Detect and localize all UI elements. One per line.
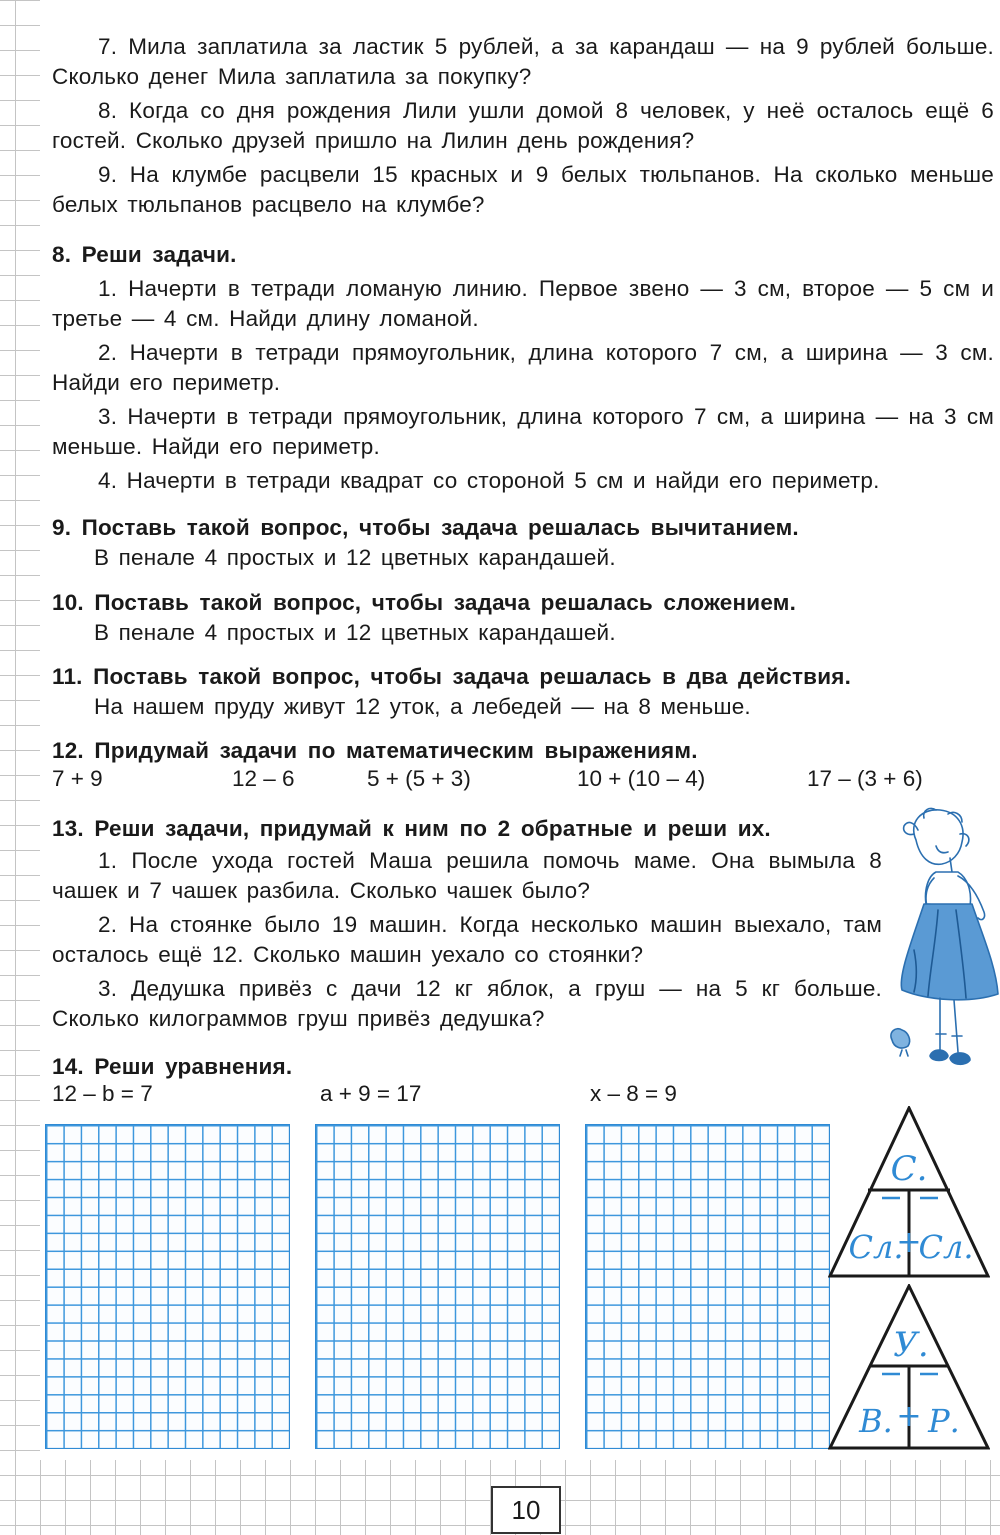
problem-9: 9. На клумбе расцвели 15 красных и 9 белых тюльпанов. На сколько меньше белых тюльпанов расцвело на клумбе?	[52, 162, 994, 217]
expression: 12 – 6	[232, 766, 295, 791]
task-8-problem-4: 4. Начерти в тетради квадрат со стороной 5 см и найди его периметр.	[98, 468, 880, 493]
task-8	[52, 240, 994, 496]
task-8-problem-3: 3. Начерти в тетради прямоугольник, длина которого 7 см, а ширина — на 3 см меньше. Найди его периметр.	[52, 404, 994, 459]
answer-grid-3[interactable]	[585, 1124, 830, 1449]
task-13-problem-2: 2. На стоянке было 19 машин. Когда несколько машин выехало, там осталось ещё 12. Сколько машин уехало со стоянки?	[52, 912, 882, 967]
task-13-heading: 13. Реши задачи, придумай к ним по 2 обратные и реши их.	[52, 816, 771, 841]
answer-grid-1[interactable]	[45, 1124, 290, 1449]
task-13-problem-1: 1. После ухода гостей Маша решила помочь маме. Она вымыла 8 чашек и 7 чашек разбила. Сколько чашек было?	[52, 848, 882, 903]
task-11-text: На нашем пруду живут 12 уток, а лебедей — на 8 меньше.	[94, 694, 751, 719]
equation: x – 8 = 9	[590, 1081, 677, 1106]
expression: 7 + 9	[52, 766, 103, 791]
expression: 17 – (3 + 6)	[807, 766, 923, 791]
task-9-heading: 9. Поставь такой вопрос, чтобы задача решалась вычитанием.	[52, 515, 799, 540]
task-13-problem-3: 3. Дедушка привёз с дачи 12 кг яблок, а груш — на 5 кг больше. Сколько килограммов груш привёз дедушка?	[52, 976, 882, 1031]
plus-sign: +	[896, 1225, 922, 1260]
plus-sign: +	[896, 1399, 922, 1434]
task-10-text: В пенале 4 простых и 12 цветных карандашей.	[94, 620, 616, 645]
page-number: 10	[491, 1486, 561, 1534]
task-12	[52, 736, 994, 766]
problem-8: 8. Когда со дня рождения Лили ушли домой 8 человек, у неё осталось ещё 6 гостей. Сколько друзей пришло на Лилин день рождения?	[52, 98, 994, 153]
triangle-diagram-sum	[828, 1106, 990, 1278]
task-13	[52, 814, 882, 1034]
task-11	[52, 662, 994, 722]
triangle-left-label: В.	[859, 1402, 893, 1440]
expression-row	[52, 766, 962, 796]
triangle-left-label: Сл.	[848, 1228, 904, 1266]
task-9-text: В пенале 4 простых и 12 цветных карандашей.	[94, 545, 616, 570]
expression: 10 + (10 – 4)	[577, 766, 706, 791]
task-11-heading: 11. Поставь такой вопрос, чтобы задача решалась в два действия.	[52, 664, 852, 689]
problem-7: 7. Мила заплатила за ластик 5 рублей, а за карандаш — на 9 рублей больше. Сколько денег Мила заплатила за покупку?	[52, 34, 994, 89]
triangle-apex-label: У.	[893, 1325, 929, 1365]
triangle-diagram-difference	[828, 1284, 990, 1450]
task-8-heading: 8. Реши задачи.	[52, 242, 237, 267]
task-8-problem-1: 1. Начерти в тетради ломаную линию. Первое звено — 3 см, второе — 5 см и третье — 4 см. Найди длину ломаной.	[52, 276, 994, 331]
triangle-right-label: Р.	[928, 1402, 960, 1440]
girl-illustration	[878, 800, 1000, 1085]
task-10-heading: 10. Поставь такой вопрос, чтобы задача решалась сложением.	[52, 590, 797, 615]
task-10	[52, 588, 994, 648]
task-14-heading: 14. Реши уравнения.	[52, 1054, 293, 1079]
triangle-right-label: Сл.	[918, 1228, 974, 1266]
equation: 12 – b = 7	[52, 1081, 153, 1106]
task-14	[52, 1052, 994, 1082]
expression: 5 + (5 + 3)	[367, 766, 471, 791]
problem-list-continued	[52, 32, 994, 220]
task-12-heading: 12. Придумай задачи по математическим выражениям.	[52, 738, 698, 763]
task-9	[52, 513, 994, 573]
equation-row	[52, 1081, 752, 1111]
answer-grid-2[interactable]	[315, 1124, 560, 1449]
task-8-problem-2: 2. Начерти в тетради прямоугольник, длина которого 7 см, а ширина — 3 см. Найди его периметр.	[52, 340, 994, 395]
triangle-apex-label: С.	[890, 1149, 928, 1189]
equation: a + 9 = 17	[320, 1081, 422, 1106]
